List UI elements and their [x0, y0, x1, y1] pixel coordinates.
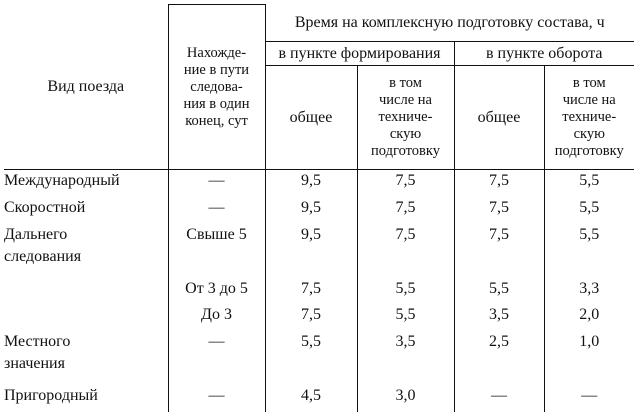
turnaround-total-cell: 5,5 — [454, 278, 544, 305]
train-type-cell — [4, 278, 168, 305]
formation-total-cell: 9,5 — [265, 170, 357, 197]
turnaround-technical-cell: 5,5 — [544, 224, 634, 278]
header-preparation-time: Время на комплексную подготовку состава, ч — [265, 5, 634, 42]
formation-total-cell: 5,5 — [265, 331, 357, 385]
header-formation-total: общее — [265, 66, 357, 170]
header-turnaround-total: общее — [454, 66, 544, 170]
turnaround-technical-cell: — — [544, 385, 634, 412]
header-travel-time: Нахожде- ние в пути следова- ния в один конец, сут — [168, 5, 265, 170]
table-row — [4, 224, 634, 278]
header-turnaround-technical: в том числе на техниче- скую подготовку — [544, 66, 634, 170]
table-row — [4, 278, 634, 305]
formation-technical-cell: 5,5 — [357, 304, 454, 331]
formation-technical-cell: 7,5 — [357, 197, 454, 224]
travel-time-cell: Свыше 5 — [168, 224, 265, 278]
formation-technical-cell: 3,0 — [357, 385, 454, 412]
turnaround-technical-cell: 5,5 — [544, 170, 634, 197]
train-type-cell: Пригородный — [4, 387, 98, 405]
formation-technical-cell: 3,5 — [357, 331, 454, 385]
table-row — [4, 331, 634, 385]
header-formation-point: в пункте формирования — [265, 42, 454, 66]
table-row — [4, 385, 634, 412]
turnaround-technical-cell: 5,5 — [544, 197, 634, 224]
train-type-cell: Международный — [4, 172, 120, 189]
travel-time-cell: До 3 — [168, 304, 265, 331]
travel-time-cell: — — [168, 385, 265, 412]
header-formation-technical: в том числе на техниче- скую подготовку — [357, 66, 454, 170]
turnaround-technical-cell: 3,3 — [544, 278, 634, 305]
formation-total-cell: 9,5 — [265, 224, 357, 278]
header-train-type: Вид поезда — [4, 5, 168, 170]
formation-technical-cell: 7,5 — [357, 170, 454, 197]
formation-technical-cell: 5,5 — [357, 278, 454, 305]
travel-time-cell: — — [168, 331, 265, 385]
formation-total-cell: 7,5 — [265, 304, 357, 331]
formation-total-cell: 9,5 — [265, 197, 357, 224]
turnaround-total-cell: 7,5 — [454, 170, 544, 197]
turnaround-technical-cell: 2,0 — [544, 304, 634, 331]
header-turnaround-point: в пункте оборота — [454, 42, 634, 66]
train-preparation-table — [4, 4, 634, 412]
turnaround-total-cell: 3,5 — [454, 304, 544, 331]
turnaround-technical-cell: 1,0 — [544, 331, 634, 385]
table-row — [4, 197, 634, 224]
formation-technical-cell: 7,5 — [357, 224, 454, 278]
turnaround-total-cell: 7,5 — [454, 197, 544, 224]
turnaround-total-cell: 2,5 — [454, 331, 544, 385]
turnaround-total-cell: — — [454, 385, 544, 412]
formation-total-cell: 7,5 — [265, 278, 357, 305]
travel-time-cell: — — [168, 170, 265, 197]
turnaround-total-cell: 7,5 — [454, 224, 544, 278]
train-type-cell: Скоростной — [4, 198, 86, 216]
train-type-cell: Местного значения — [4, 333, 71, 373]
travel-time-cell: — — [168, 197, 265, 224]
formation-total-cell: 4,5 — [265, 385, 357, 412]
train-type-cell — [4, 304, 168, 331]
train-type-cell: Дальнего следования — [4, 225, 82, 265]
table-row — [4, 170, 634, 197]
table-row — [4, 304, 634, 331]
travel-time-cell: От 3 до 5 — [168, 278, 265, 305]
